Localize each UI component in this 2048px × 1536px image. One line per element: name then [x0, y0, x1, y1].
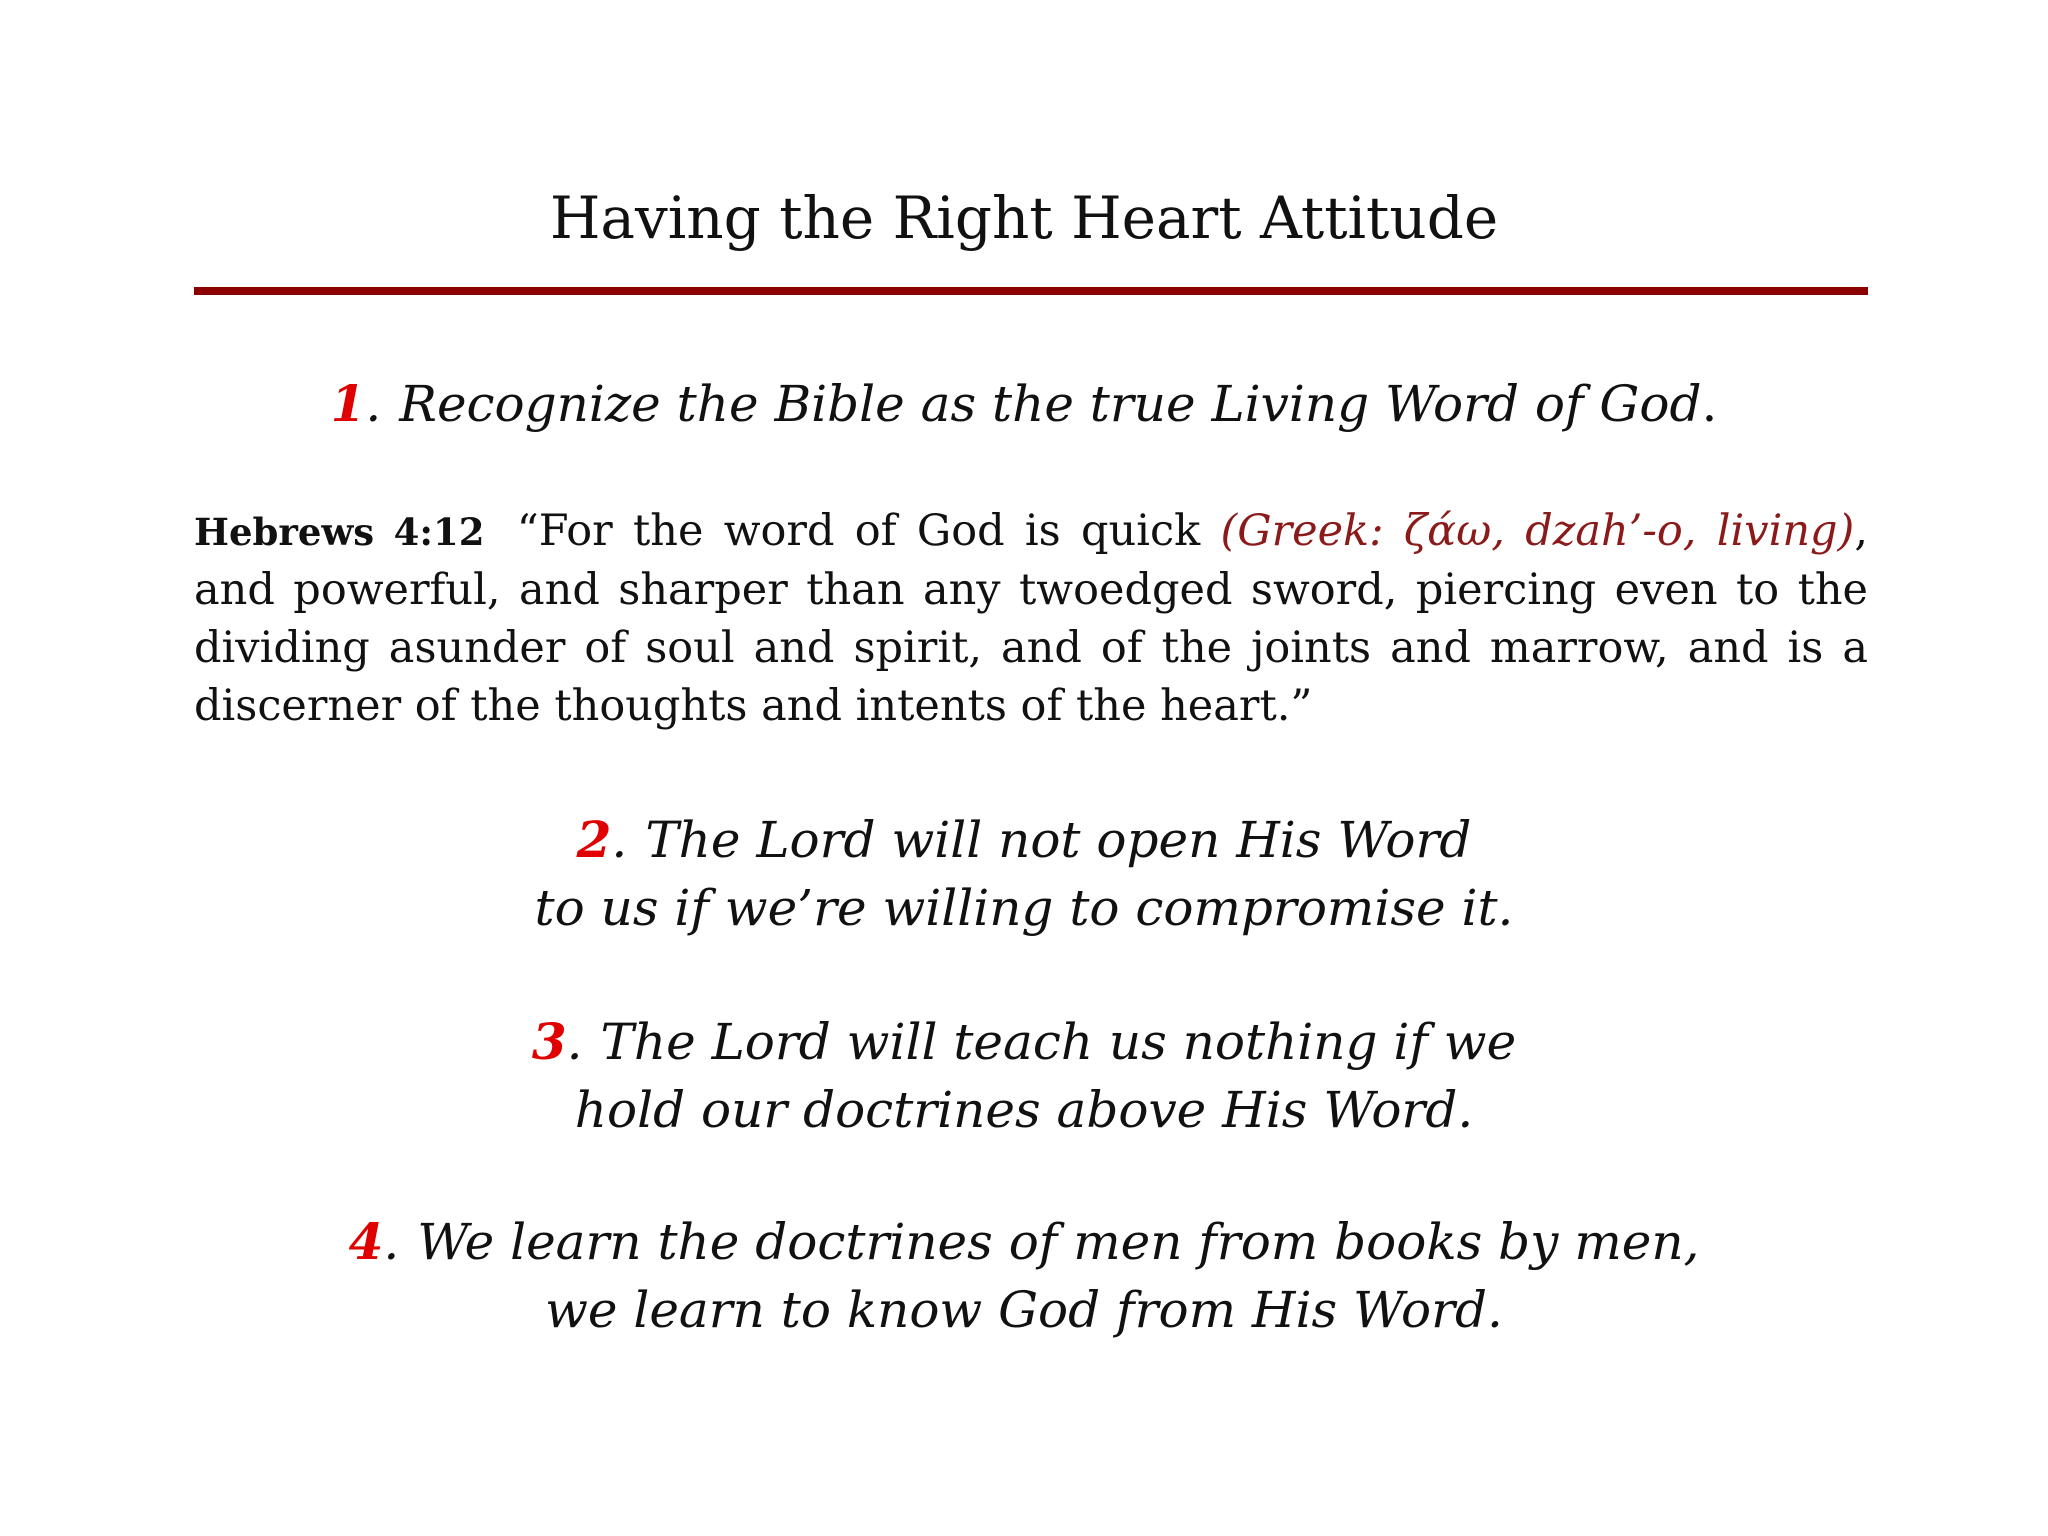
point-4-text-1: We learn the doctrines of men from books by men, — [417, 1213, 1700, 1271]
point-3-period: . — [566, 1013, 583, 1071]
point-3-line-1 — [0, 1008, 2048, 1076]
point-4-period: . — [383, 1213, 400, 1271]
point-3 — [0, 1008, 2048, 1144]
point-1-text: Recognize the Bible as the true Living Word of God — [399, 375, 1702, 433]
point-4-line-1 — [0, 1208, 2048, 1276]
scripture-text-after: , and powerful, and sharper than any twoedged sword, piercing even to the dividing asunder of soul and spirit, and of the joints and marrow, and is a discerner of the thoughts and intents of the heart.” — [194, 506, 1868, 731]
point-2-number: 2 — [576, 810, 612, 869]
point-1-period: . — [365, 375, 382, 433]
scripture-text-before: “For the word of God is quick — [516, 506, 1201, 556]
point-4 — [0, 1208, 2048, 1344]
point-2-line-1 — [0, 806, 2048, 874]
scripture-reference: Hebrews 4:12 — [194, 510, 485, 554]
point-1-number: 1 — [330, 374, 366, 433]
point-2 — [0, 806, 2048, 942]
point-4-line-2: we learn to know God from His Word. — [545, 1281, 1503, 1339]
point-3-text-1: The Lord will teach us nothing if we — [600, 1013, 1517, 1071]
scripture-quote — [194, 502, 1868, 735]
point-4-number: 4 — [348, 1212, 384, 1271]
title-divider — [194, 287, 1868, 295]
point-2-period: . — [611, 811, 628, 869]
slide-title: Having the Right Heart Attitude — [549, 184, 1499, 252]
point-3-number: 3 — [531, 1012, 567, 1071]
point-2-text-1: The Lord will not open His Word — [645, 811, 1472, 869]
point-1 — [0, 370, 2048, 438]
point-2-line-2: to us if we’re willing to compromise it. — [534, 879, 1514, 937]
greek-gloss: (Greek: ζάω, dzah’-o, living) — [1220, 506, 1855, 556]
point-1-end: . — [1701, 375, 1718, 433]
point-3-line-2: hold our doctrines above His Word. — [574, 1081, 1474, 1139]
